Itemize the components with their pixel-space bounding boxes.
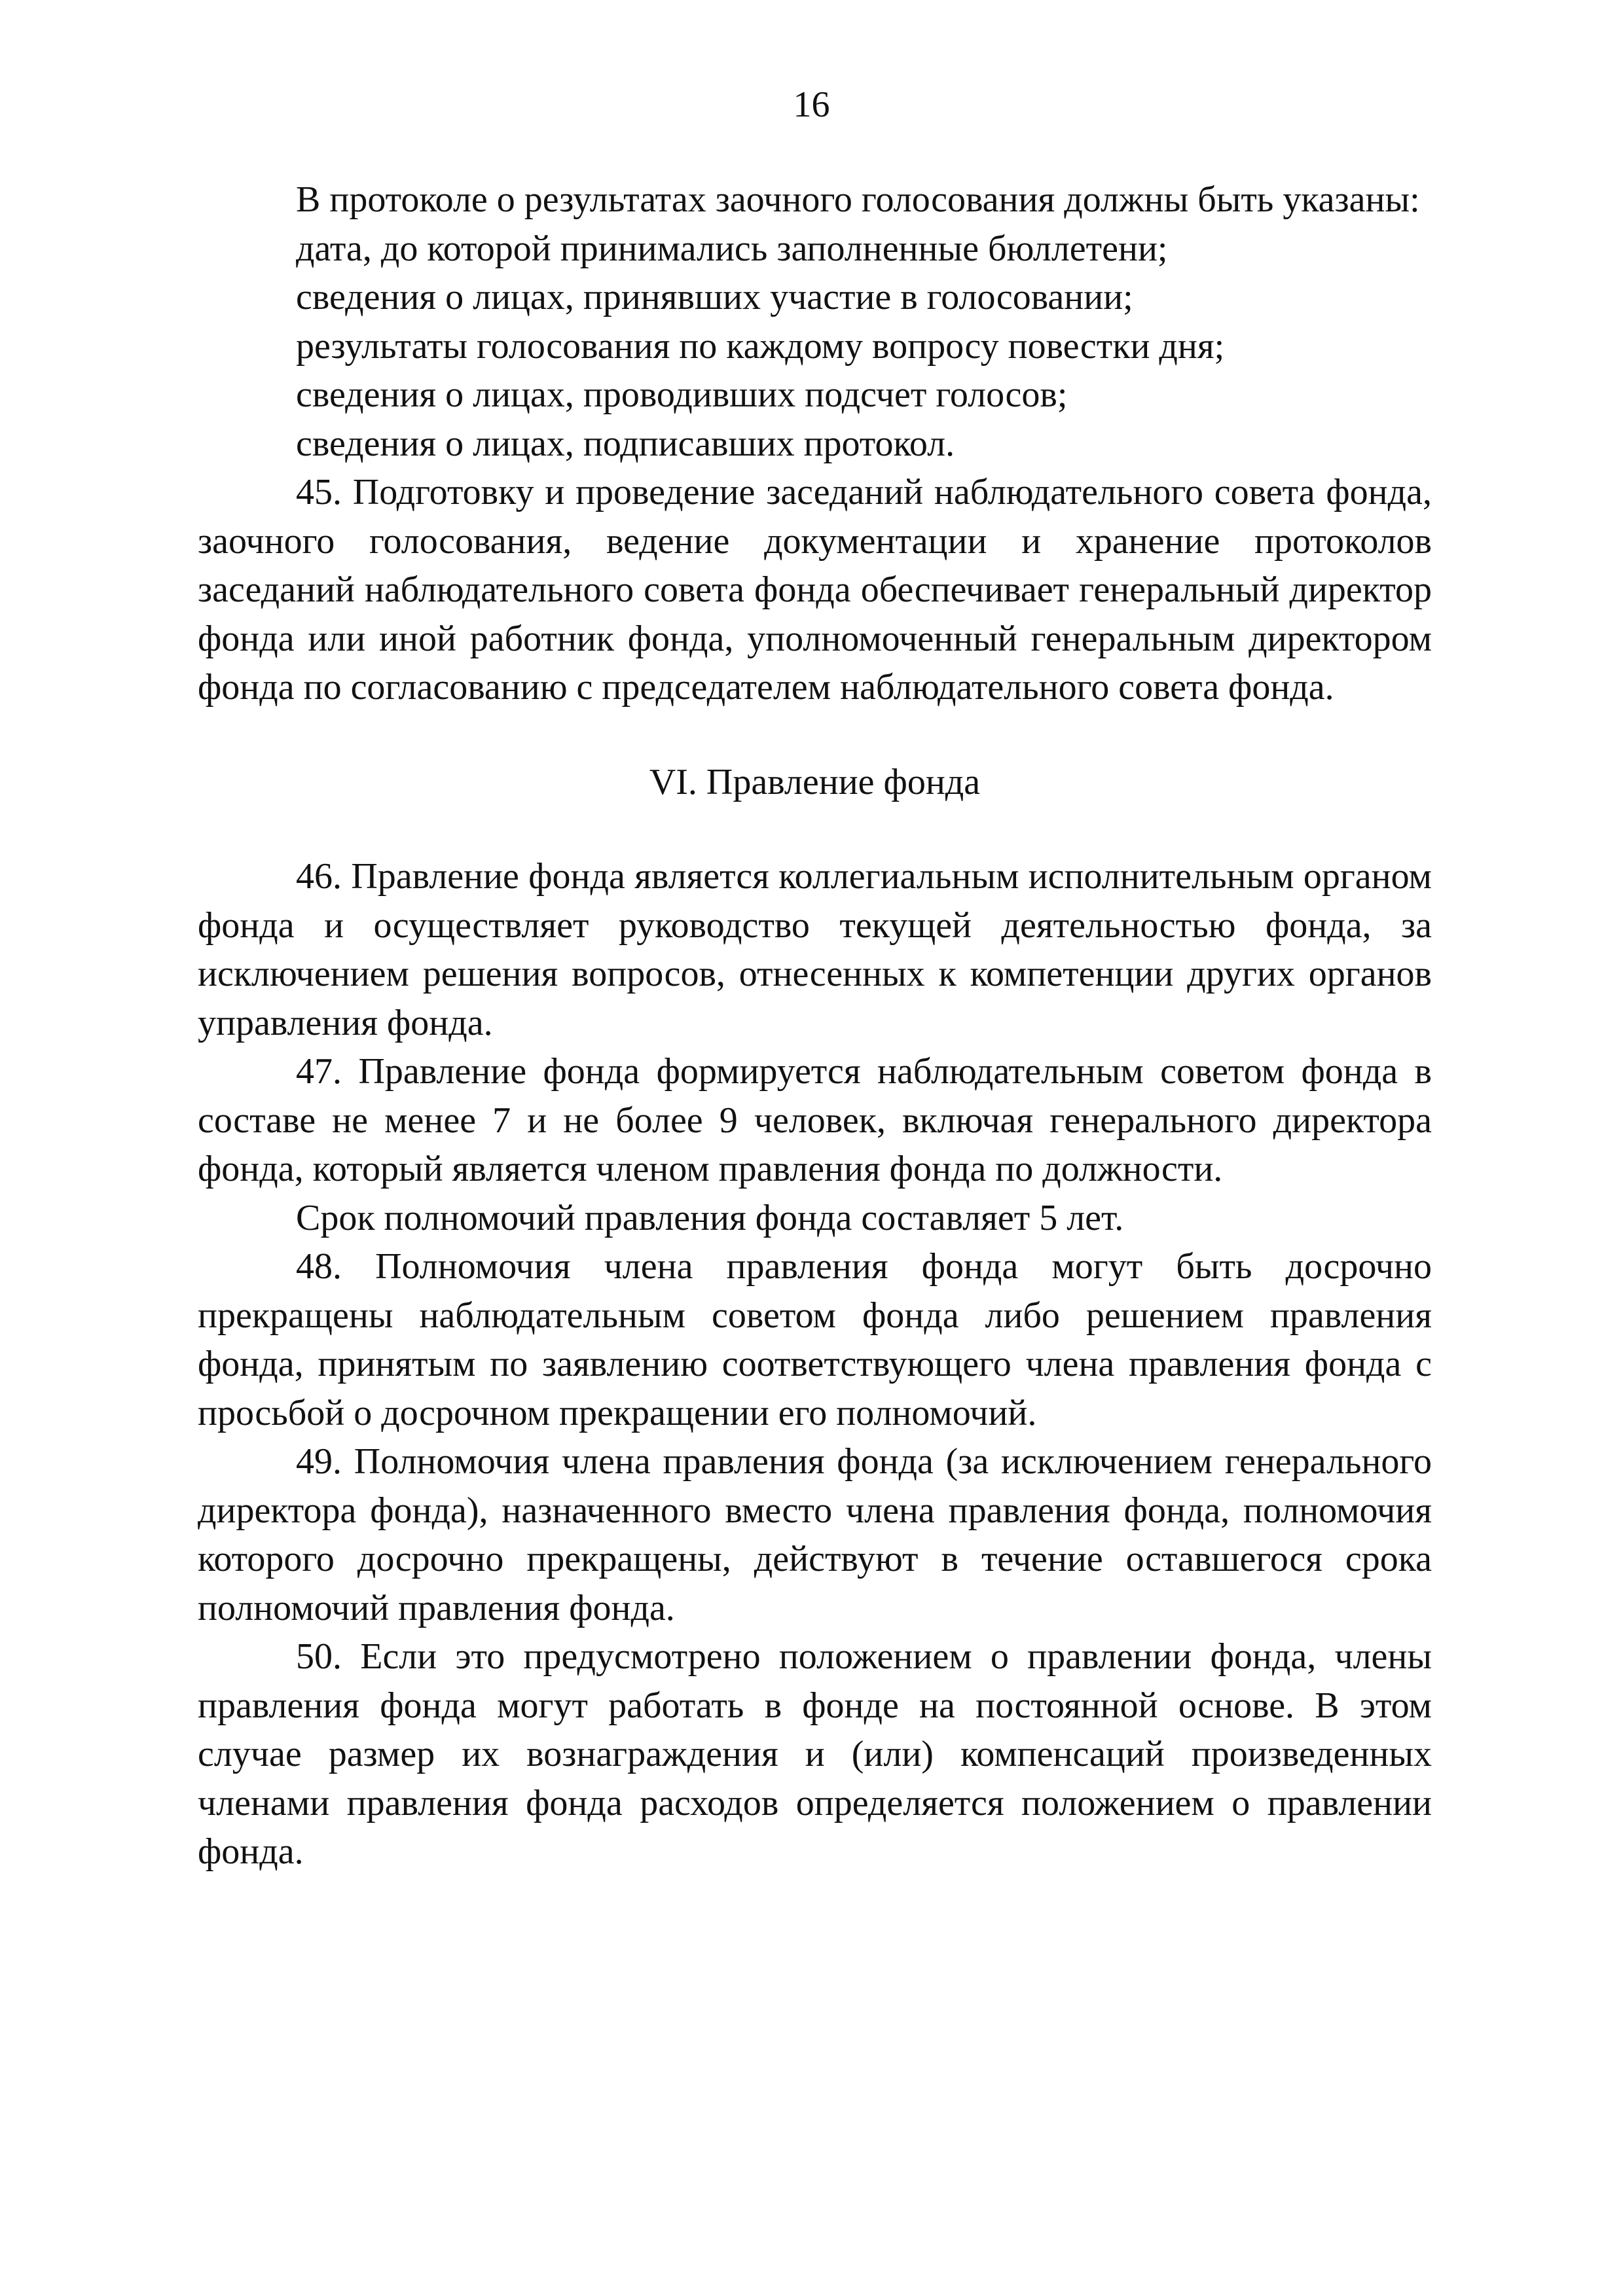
paragraph-49: 49. Полномочия члена правления фонда (за исключением генерального директора фонда), назначенного вместо члена правления фонда, полномочия которого досрочно прекращены, действуют в течение оставшегося срока полномочий правления фонда. xyxy=(198,1441,1432,1628)
paragraph-48: 48. Полномочия члена правления фонда могут быть досрочно прекращены наблюдательным советом фонда либо решением правления фонда, принятым по заявлению соответствующего члена правления фонда с просьбой о досрочном прекращении его полномочий. xyxy=(198,1246,1432,1433)
document-body xyxy=(198,175,1432,1876)
list-item: сведения о лицах, проводивших подсчет голосов; xyxy=(296,374,1068,415)
paragraph-term: Срок полномочий правления фонда составляет 5 лет. xyxy=(296,1197,1124,1238)
paragraph-46: 46. Правление фонда является коллегиальным исполнительным органом фонда и осуществляет руководство текущей деятельностью фонда, за исключением решения вопросов, отнесенных к компетенции других органов управления фонда. xyxy=(198,856,1432,1043)
list-item: дата, до которой принимались заполненные бюллетени; xyxy=(296,228,1168,269)
list-item: сведения о лицах, подписавших протокол. xyxy=(296,423,955,464)
intro-paragraph: В протоколе о результатах заочного голосования должны быть указаны: xyxy=(296,179,1420,220)
list-item: результаты голосования по каждому вопросу повестки дня; xyxy=(296,325,1225,367)
list-item: сведения о лицах, принявших участие в голосовании; xyxy=(296,277,1133,317)
paragraph-47: 47. Правление фонда формируется наблюдательным советом фонда в составе не менее 7 и не более 9 человек, включая генерального директора фонда, который является членом правления фонда по должности. xyxy=(198,1051,1432,1189)
paragraph-45: 45. Подготовку и проведение заседаний наблюдательного совета фонда, заочного голосования, ведение документации и хранение протоколов заседаний наблюдательного совета фонда обеспечивает генеральный директор фонда или иной работник фонда, уполномоченный генеральным директором фонда по согласованию с председателем наблюдательного совета фонда. xyxy=(198,472,1432,708)
paragraph-50: 50. Если это предусмотрено положением о правлении фонда, члены правления фонда могут работать в фонде на постоянной основе. В этом случае размер их вознаграждения и (или) компенсаций произведенных членами правления фонда расходов определяется положением о правлении фонда. xyxy=(198,1636,1432,1872)
section-heading: VI. Правление фонда xyxy=(649,761,981,802)
protocol-contents-list xyxy=(198,224,1432,469)
page-number: 16 xyxy=(793,84,830,125)
